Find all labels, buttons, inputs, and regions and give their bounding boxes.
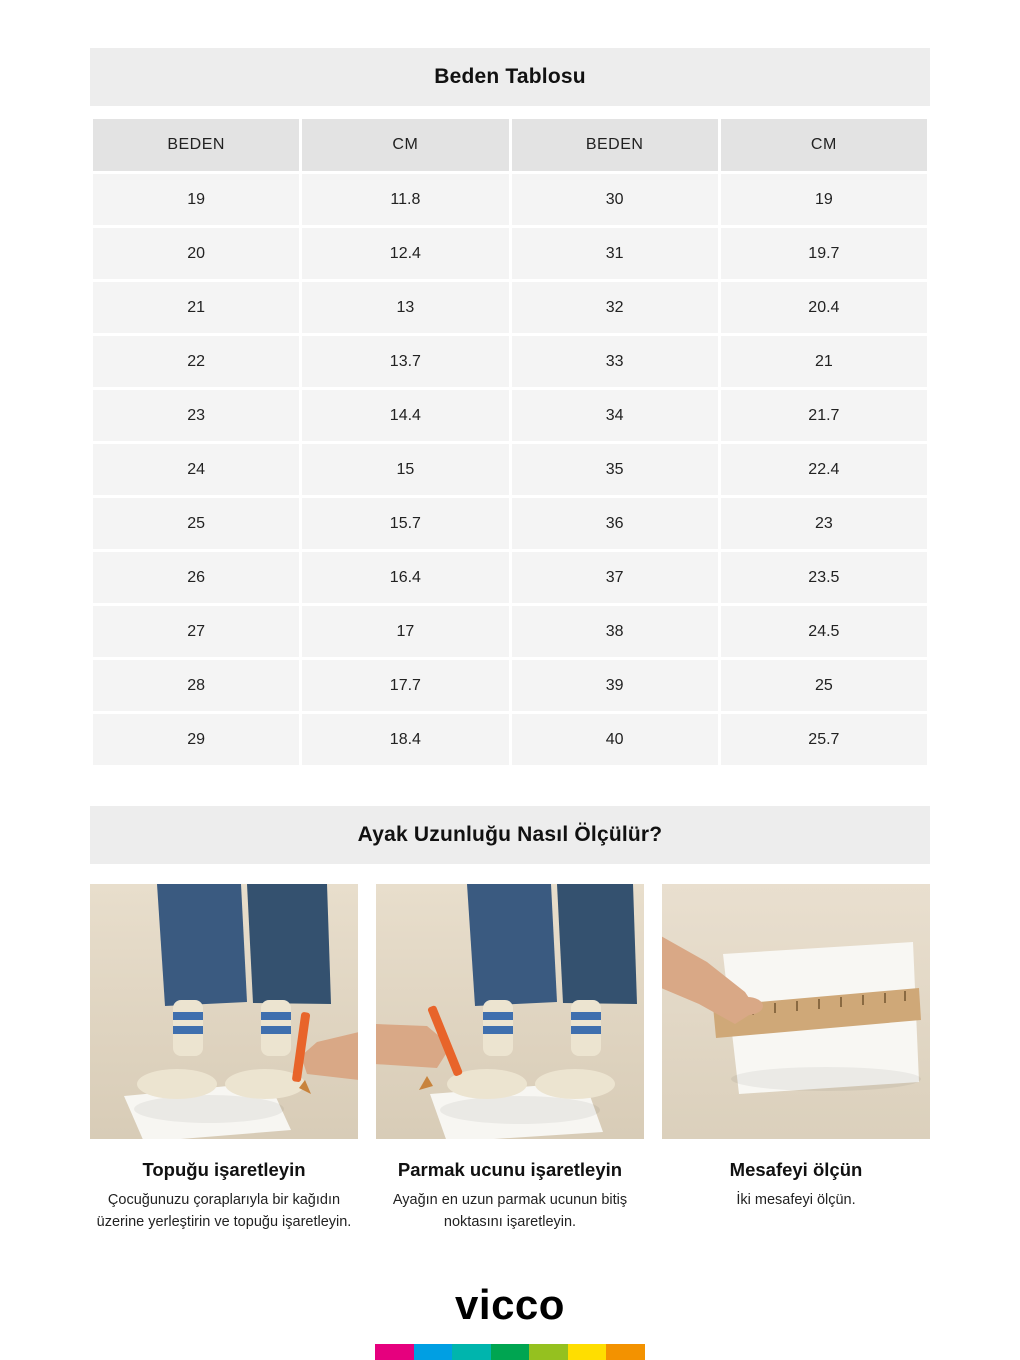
size-cell: 35 xyxy=(512,444,718,495)
photo-ruler-measuring xyxy=(662,884,930,1139)
cm-cell: 13 xyxy=(302,282,508,333)
table-row xyxy=(93,552,927,603)
col-header-beden-right: BEDEN xyxy=(512,119,718,171)
size-cell: 31 xyxy=(512,228,718,279)
table-row xyxy=(93,606,927,657)
heel-marking-illustration xyxy=(90,884,358,1139)
size-cell: 30 xyxy=(512,174,718,225)
jeans-graphic xyxy=(247,884,331,1004)
size-cell: 27 xyxy=(93,606,299,657)
size-cell: 26 xyxy=(93,552,299,603)
table-row xyxy=(93,228,927,279)
cm-cell: 13.7 xyxy=(302,336,508,387)
step-caption-toe xyxy=(376,1159,644,1234)
brand-stripe-segment xyxy=(414,1344,453,1360)
brand-footer xyxy=(0,1281,1020,1360)
cm-cell: 23.5 xyxy=(721,552,927,603)
step-description: İki mesafeyi ölçün. xyxy=(736,1192,856,1208)
table-row xyxy=(93,336,927,387)
step-description: Çocuğunuzu çoraplarıyla bir kağıdın üzerine yerleştirin ve topuğu işaretleyin. xyxy=(96,1192,352,1230)
cm-cell: 20.4 xyxy=(721,282,927,333)
ruler-measuring-illustration xyxy=(662,884,930,1139)
col-header-cm-left: CM xyxy=(302,119,508,171)
step-heading: Topuğu işaretleyin xyxy=(142,1159,306,1180)
size-table-title: Beden Tablosu xyxy=(90,48,930,106)
size-cell: 39 xyxy=(512,660,718,711)
size-cell: 34 xyxy=(512,390,718,441)
brand-stripe-segment xyxy=(529,1344,568,1360)
table-row xyxy=(93,174,927,225)
brand-stripe-segment xyxy=(452,1344,491,1360)
cm-cell: 17.7 xyxy=(302,660,508,711)
cm-cell: 14.4 xyxy=(302,390,508,441)
brand-stripe-segment xyxy=(491,1344,530,1360)
brand-stripe-segment xyxy=(568,1344,607,1360)
step-heading: Parmak ucunu işaretleyin xyxy=(397,1159,623,1180)
cm-cell: 17 xyxy=(302,606,508,657)
size-cell: 23 xyxy=(93,390,299,441)
size-cell: 22 xyxy=(93,336,299,387)
table-row xyxy=(93,660,927,711)
cm-cell: 12.4 xyxy=(302,228,508,279)
jeans-graphic xyxy=(467,884,557,1006)
cm-cell: 16.4 xyxy=(302,552,508,603)
table-row xyxy=(93,390,927,441)
col-header-beden-left: BEDEN xyxy=(93,119,299,171)
size-cell: 36 xyxy=(512,498,718,549)
table-row xyxy=(93,444,927,495)
step-caption-heel xyxy=(90,1159,358,1234)
size-cell: 38 xyxy=(512,606,718,657)
vicco-logo: vicco xyxy=(455,1281,565,1328)
jeans-graphic xyxy=(157,884,247,1006)
instruction-captions xyxy=(90,1159,930,1234)
size-cell: 21 xyxy=(93,282,299,333)
measure-section-title: Ayak Uzunluğu Nasıl Ölçülür? xyxy=(90,806,930,864)
size-cell: 33 xyxy=(512,336,718,387)
brand-stripe-segment xyxy=(375,1344,414,1360)
size-cell: 40 xyxy=(512,714,718,765)
photo-toe-marking xyxy=(376,884,644,1139)
cm-cell: 15.7 xyxy=(302,498,508,549)
toe-marking-illustration xyxy=(376,884,644,1139)
step-heading: Mesafeyi ölçün xyxy=(729,1159,863,1180)
cm-cell: 21.7 xyxy=(721,390,927,441)
size-cell: 25 xyxy=(93,498,299,549)
step-caption-measure xyxy=(662,1159,930,1234)
cm-cell: 22.4 xyxy=(721,444,927,495)
col-header-cm-right: CM xyxy=(721,119,927,171)
cm-cell: 15 xyxy=(302,444,508,495)
cm-cell: 11.8 xyxy=(302,174,508,225)
cm-cell: 25.7 xyxy=(721,714,927,765)
cm-cell: 25 xyxy=(721,660,927,711)
table-row xyxy=(93,282,927,333)
size-table xyxy=(90,116,930,768)
size-cell: 28 xyxy=(93,660,299,711)
size-cell: 37 xyxy=(512,552,718,603)
size-cell: 20 xyxy=(93,228,299,279)
cm-cell: 21 xyxy=(721,336,927,387)
cm-cell: 23 xyxy=(721,498,927,549)
size-table-header-row xyxy=(93,119,927,171)
size-cell: 24 xyxy=(93,444,299,495)
cm-cell: 19 xyxy=(721,174,927,225)
brand-stripe-segment xyxy=(606,1344,645,1360)
table-row xyxy=(93,498,927,549)
cm-cell: 19.7 xyxy=(721,228,927,279)
brand-stripe xyxy=(375,1344,645,1360)
instruction-photos xyxy=(90,884,930,1139)
cm-cell: 18.4 xyxy=(302,714,508,765)
size-cell: 29 xyxy=(93,714,299,765)
table-row xyxy=(93,714,927,765)
cm-cell: 24.5 xyxy=(721,606,927,657)
jeans-graphic xyxy=(557,884,637,1004)
size-cell: 32 xyxy=(512,282,718,333)
size-cell: 19 xyxy=(93,174,299,225)
step-description: Ayağın en uzun parmak ucunun bitiş noktasını işaretleyin. xyxy=(392,1192,628,1230)
photo-heel-marking xyxy=(90,884,358,1139)
